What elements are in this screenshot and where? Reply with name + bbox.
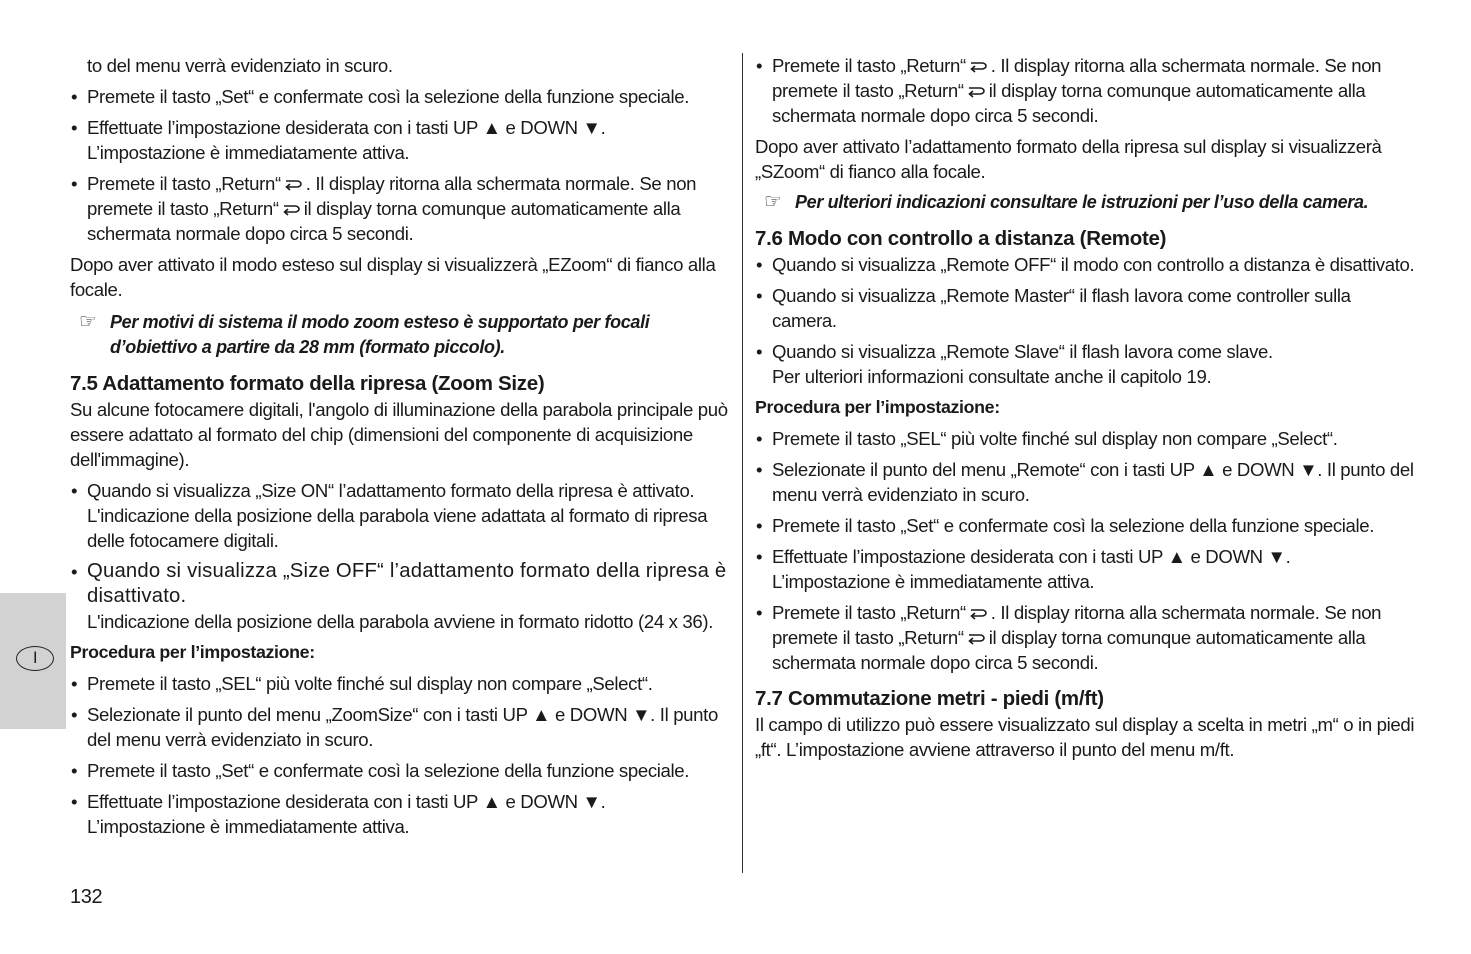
- list-item: • Selezionate il punto del menu „ZoomSize“ con i tasti UP ▲ e DOWN ▼. Il punto del menu verrà evidenziato in scuro.: [70, 702, 734, 752]
- return-arrow-icon: [969, 59, 988, 73]
- list-item-text: L’impostazione è immediatamente attiva.: [87, 142, 410, 163]
- list-item-text: L’impostazione è immediatamente attiva.: [87, 816, 410, 837]
- page-number: 132: [70, 886, 103, 908]
- list-item: • Selezionate il punto del menu „Remote“ con i tasti UP ▲ e DOWN ▼. Il punto del menu verrà evidenziato in scuro.: [755, 457, 1420, 507]
- list-item-text: • Quando si visualizza „Remote Slave“ il flash lavora come slave.: [772, 341, 1273, 362]
- text: Premete il tasto „Return“: [772, 602, 966, 623]
- list-item: [755, 53, 1420, 128]
- right-column: [755, 53, 1420, 762]
- list-item: • Premete il tasto „Set“ e confermate così la selezione della funzione speciale.: [70, 758, 734, 783]
- list-item: [755, 339, 1420, 389]
- text: il display torna comunque automaticamente alla schermata normale dopo circa 5 secondi.: [772, 627, 1366, 673]
- text: il display torna comunque automaticamente alla schermata normale dopo circa 5 secondi.: [87, 198, 681, 244]
- text: . Il display ritorna alla schermata normale. Se non premete il tasto „Return“: [772, 602, 1382, 648]
- text: Premete il tasto „Return“: [87, 173, 281, 194]
- return-arrow-icon: [282, 202, 301, 216]
- section-heading: 7.6 Modo con controllo a distanza (Remote): [755, 227, 1167, 250]
- list-item: [70, 478, 734, 553]
- list-item: [70, 559, 734, 634]
- paragraph: to del menu verrà evidenziato in scuro.: [87, 55, 393, 76]
- list-item: • Quando si visualizza „Remote OFF“ il modo con controllo a distanza è disattivato.: [755, 252, 1420, 277]
- section-heading: 7.7 Commutazione metri - piedi (m/ft): [755, 687, 1104, 710]
- list-item-text: • Effettuate l’impostazione desiderata con i tasti UP ▲ e DOWN ▼.: [87, 791, 606, 812]
- return-arrow-icon: [967, 631, 986, 645]
- note: [755, 190, 1420, 215]
- list-item-text: • Effettuate l’impostazione desiderata con i tasti UP ▲ e DOWN ▼.: [772, 546, 1291, 567]
- paragraph: Il campo di utilizzo può essere visualizzato sul display a scelta in metri „m“ o in piedi „ft“. L’impostazione avviene attraverso il punto del menu m/ft.: [755, 714, 1415, 760]
- list-item-text: L'indicazione della posizione della parabola avviene in formato ridotto (24 x 36).: [87, 611, 714, 632]
- paragraph: Dopo aver attivato il modo esteso sul display si visualizzerà „EZoom“ di fianco alla focale.: [70, 254, 716, 300]
- return-arrow-icon: [284, 177, 303, 191]
- list-item-text: • Quando si visualizza „Size OFF“ l’adattamento formato della ripresa è disattivato.: [87, 560, 727, 607]
- subheading: Procedura per l’impostazione:: [70, 642, 315, 662]
- text: . Il display ritorna alla schermata normale. Se non premete il tasto „Return“: [87, 173, 697, 219]
- pointing-hand-icon: ☞: [764, 191, 782, 213]
- list-item-text: Per ulteriori informazioni consultate anche il capitolo 19.: [772, 366, 1212, 387]
- subheading: Procedura per l’impostazione:: [755, 397, 1000, 417]
- language-tab-label: I: [16, 646, 54, 671]
- list-item-text: L’impostazione è immediatamente attiva.: [772, 571, 1095, 592]
- list-item: [70, 789, 734, 839]
- list-item: [755, 600, 1420, 675]
- list-item: [755, 544, 1420, 594]
- list-item: [70, 171, 734, 246]
- text: Premete il tasto „Return“: [772, 55, 966, 76]
- list-item-text: L'indicazione della posizione della parabola viene adattata al formato di ripresa delle fotocamere digitali.: [87, 505, 708, 551]
- text: il display torna comunque automaticamente alla schermata normale dopo circa 5 secondi.: [772, 80, 1366, 126]
- return-arrow-icon: [969, 606, 988, 620]
- list-item: • Quando si visualizza „Remote Master“ il flash lavora come controller sulla camera.: [755, 283, 1420, 333]
- list-item: • Premete il tasto „Set“ e confermate così la selezione della funzione speciale.: [755, 513, 1420, 538]
- pointing-hand-icon: ☞: [79, 311, 97, 333]
- column-divider: [742, 53, 743, 873]
- list-item: • Premete il tasto „SEL“ più volte finché sul display non compare „Select“.: [70, 671, 734, 696]
- list-item-text: • Effettuate l’impostazione desiderata con i tasti UP ▲ e DOWN ▼.: [87, 117, 606, 138]
- left-column: [70, 53, 734, 839]
- paragraph: Dopo aver attivato l’adattamento formato della ripresa sul display si visualizzerà „SZoom“ di fianco alla focale.: [755, 136, 1382, 182]
- list-item: [70, 115, 734, 165]
- note: [70, 310, 734, 360]
- list-item: • Premete il tasto „SEL“ più volte finché sul display non compare „Select“.: [755, 426, 1420, 451]
- note-text: Per ulteriori indicazioni consultare le istruzioni per l’uso della camera.: [795, 192, 1369, 212]
- return-arrow-icon: [967, 84, 986, 98]
- list-item-text: • Quando si visualizza „Size ON“ l’adattamento formato della ripresa è attivato.: [87, 480, 695, 501]
- paragraph: Su alcune fotocamere digitali, l'angolo di illuminazione della parabola principale può essere adattato al formato del chip (dimensioni del componente di acquisizione dell'immagine).: [70, 399, 728, 470]
- list-item: • Premete il tasto „Set“ e confermate così la selezione della funzione speciale.: [70, 84, 734, 109]
- note-text: Per motivi di sistema il modo zoom esteso è supportato per focali d’obiettivo a partire da 28 mm (formato piccolo).: [110, 312, 650, 357]
- section-heading: 7.5 Adattamento formato della ripresa (Zoom Size): [70, 372, 545, 395]
- text: . Il display ritorna alla schermata normale. Se non premete il tasto „Return“: [772, 55, 1382, 101]
